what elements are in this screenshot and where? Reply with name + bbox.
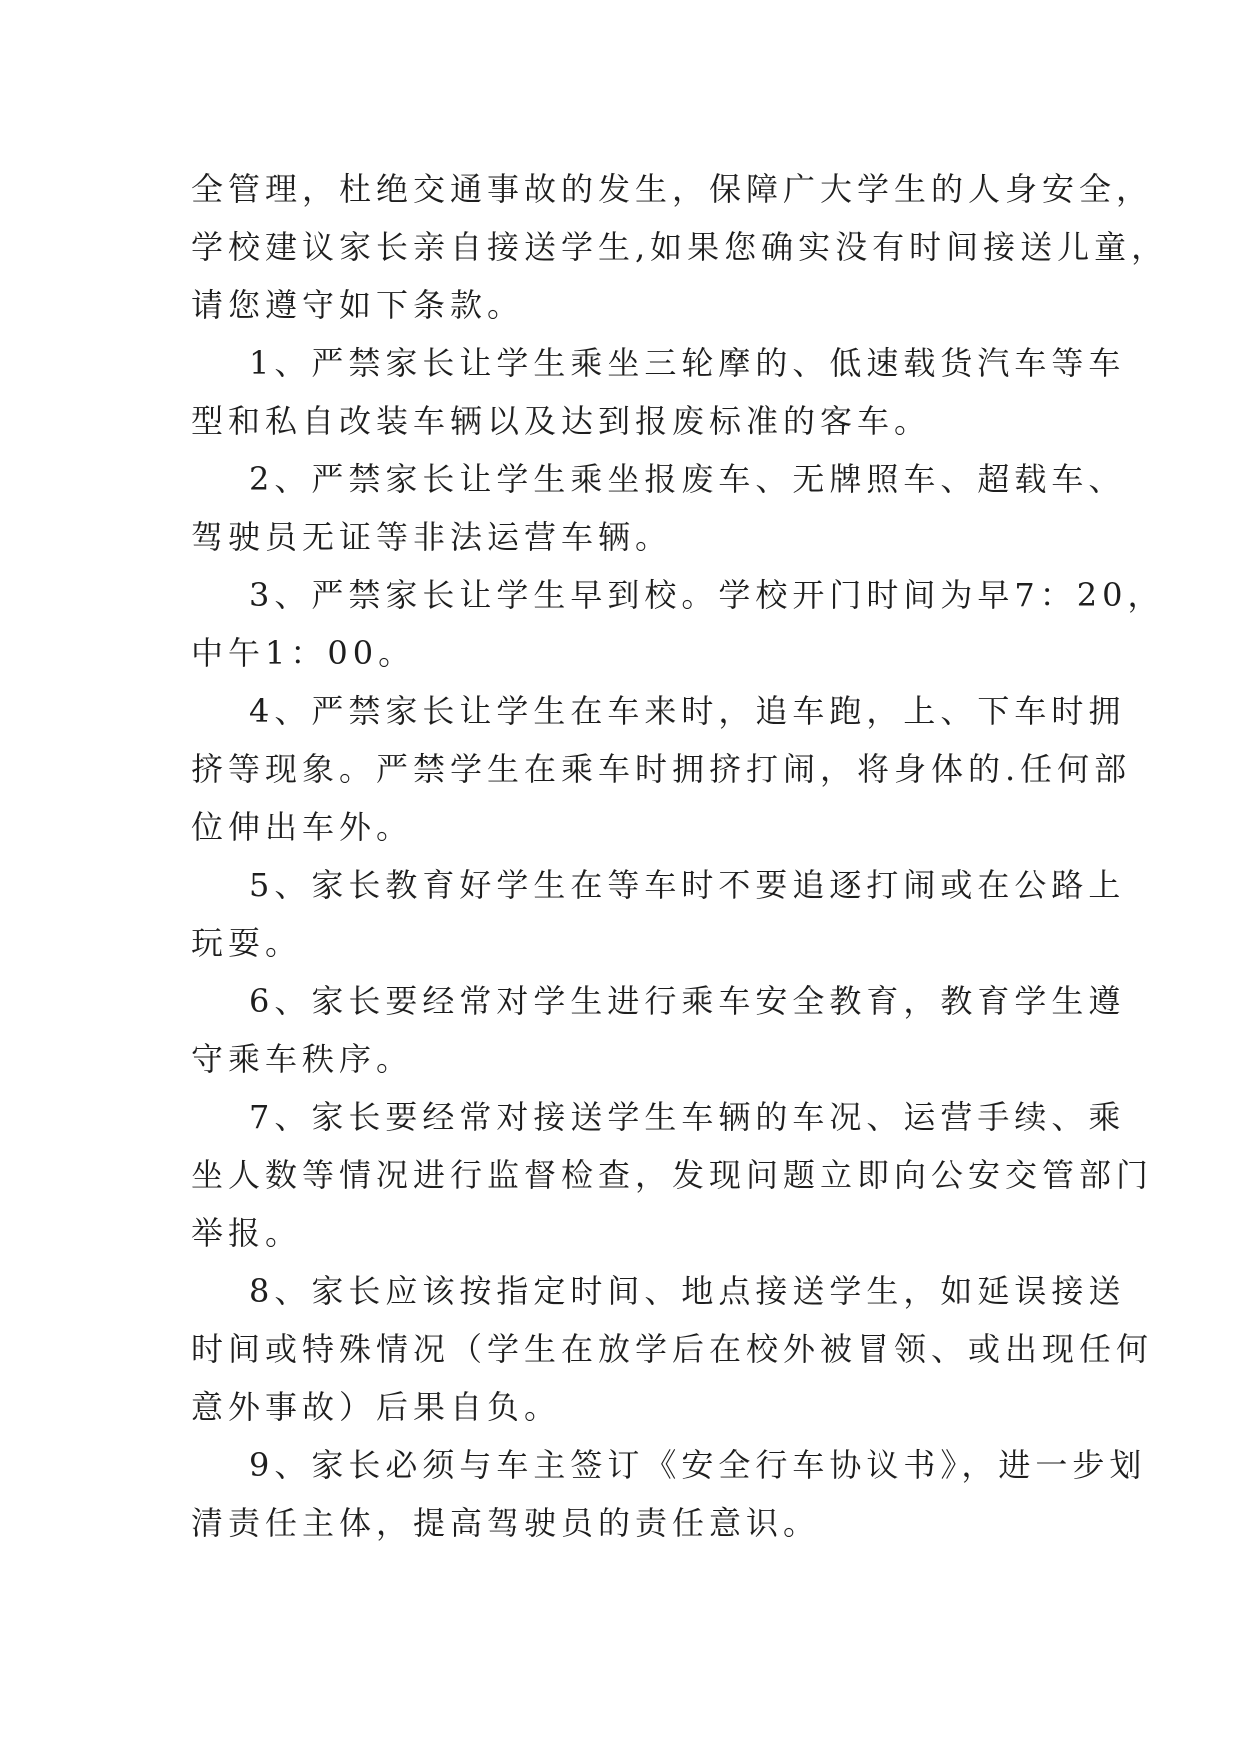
clause-4 (191, 682, 1132, 856)
text-line: 时间或特殊情况（学生在放学后在校外被冒领、或出现任何 (191, 1330, 1154, 1368)
clause-1 (191, 334, 1126, 450)
text-line: 意外事故）后果自负。 (191, 1388, 562, 1426)
clause-7 (191, 1088, 1154, 1262)
text-line: 6、家长要经常对学生进行乘车安全教育，教育学生遵 (249, 982, 1126, 1020)
text-line: 9、家长必须与车主签订《安全行车协议书》，进一步划 (249, 1446, 1147, 1484)
text-line: 挤等现象。严禁学生在乘车时拥挤打闹，将身体的.任何部 (191, 750, 1132, 788)
clause-2 (191, 450, 1126, 566)
text-line: 1、严禁家长让学生乘坐三轮摩的、低速载货汽车等车 (249, 344, 1126, 382)
text-line: 清责任主体，提高驾驶员的责任意识。 (191, 1504, 821, 1542)
text-line: 驾驶员无证等非法运营车辆。 (191, 518, 673, 556)
text-line: 8、家长应该按指定时间、地点接送学生，如延误接送 (249, 1272, 1126, 1310)
text-line: 守乘车秩序。 (191, 1040, 414, 1078)
text-line: 坐人数等情况进行监督检查，发现问题立即向公安交管部门 (191, 1156, 1154, 1194)
text-line: 3、严禁家长让学生早到校。学校开门时间为早7：20， (249, 576, 1165, 614)
text-line: 2、严禁家长让学生乘坐报废车、无牌照车、超载车、 (249, 460, 1126, 498)
text-line: 型和私自改装车辆以及达到报废标准的客车。 (191, 402, 932, 440)
clause-9 (191, 1436, 1147, 1552)
text-line: 玩耍。 (191, 924, 303, 962)
intro-paragraph (191, 160, 1169, 334)
text-line: 5、家长教育好学生在等车时不要追逐打闹或在公路上 (249, 866, 1126, 904)
text-line: 举报。 (191, 1214, 303, 1252)
clause-5 (191, 856, 1126, 972)
text-line: 中午1：00。 (191, 634, 416, 672)
clause-6 (191, 972, 1126, 1088)
text-line: 学校建议家长亲自接送学生,如果您确实没有时间接送儿童， (191, 228, 1169, 266)
text-line: 4、严禁家长让学生在车来时，追车跑，上、下车时拥 (249, 692, 1126, 730)
text-line: 7、家长要经常对接送学生车辆的车况、运营手续、乘 (249, 1098, 1126, 1136)
text-line: 全管理，杜绝交通事故的发生，保障广大学生的人身安全， (191, 170, 1154, 208)
clause-8 (191, 1262, 1154, 1436)
text-line: 请您遵守如下条款。 (191, 286, 525, 324)
document-body (191, 160, 1169, 1552)
clause-3 (191, 566, 1165, 682)
text-line: 位伸出车外。 (191, 808, 414, 846)
